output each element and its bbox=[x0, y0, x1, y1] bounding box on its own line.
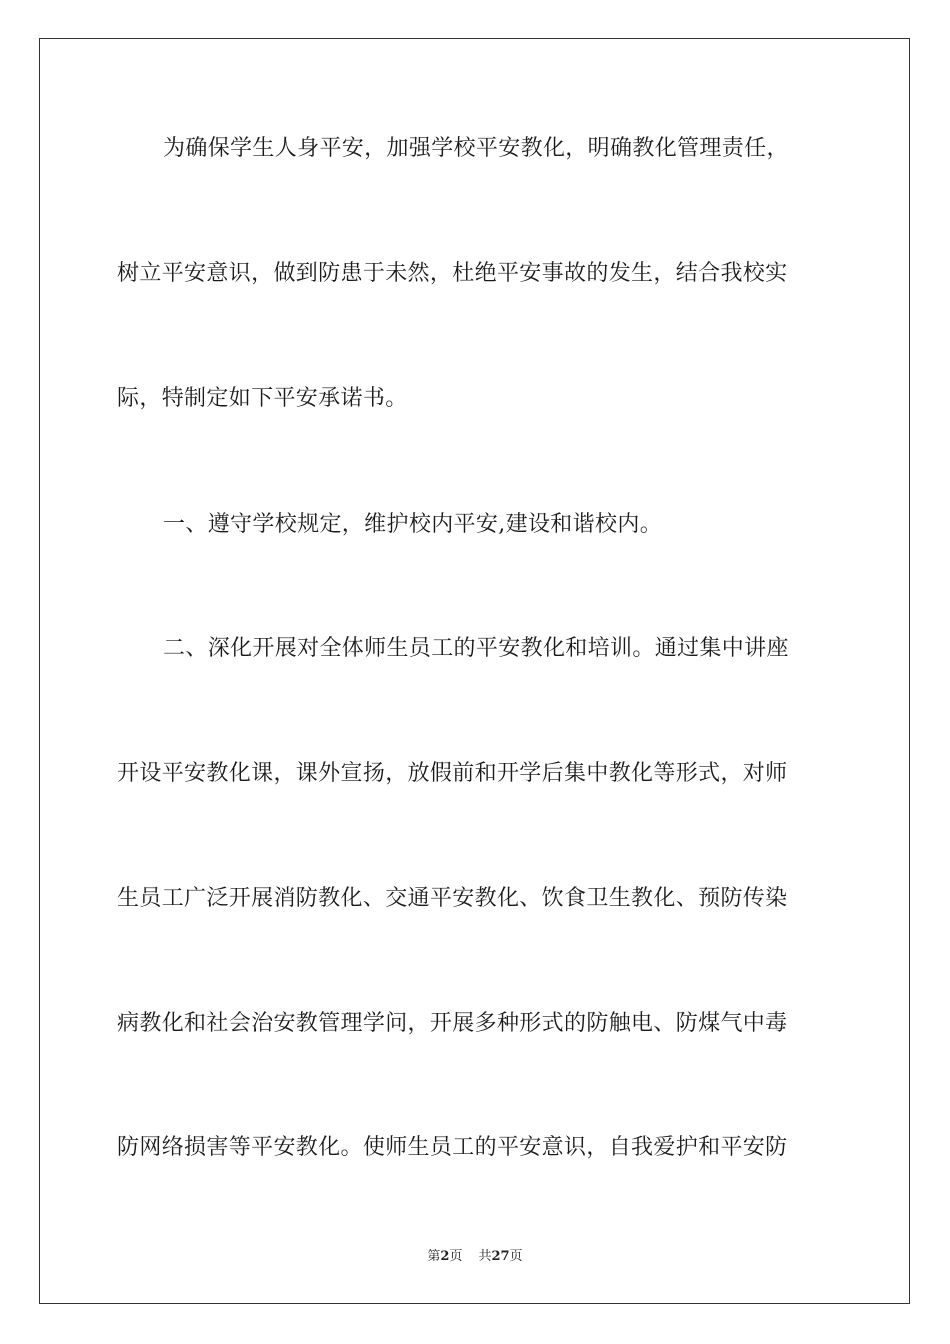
paragraph-line: 际，特制定如下平安承诺书。 bbox=[117, 386, 408, 411]
page-number: 2 bbox=[440, 1249, 450, 1264]
paragraph-line: 一、遵守学校规定，维护校内平安,建设和谐校内。 bbox=[163, 512, 663, 537]
total-suffix: 页 bbox=[509, 1249, 523, 1264]
total-pages: 27 bbox=[491, 1249, 510, 1264]
page-suffix: 页 bbox=[449, 1249, 463, 1264]
paragraph-line: 二、深化开展对全体师生员工的平安教化和培训。通过集中讲座 bbox=[163, 636, 789, 661]
page-prefix: 第 bbox=[427, 1249, 441, 1264]
page-footer bbox=[0, 1248, 950, 1266]
paragraph-line: 生员工广泛开展消防教化、交通平安教化、饮食卫生教化、预防传染 bbox=[117, 886, 788, 911]
total-prefix: 共 bbox=[478, 1249, 492, 1264]
paragraph-line: 防网络损害等平安教化。使师生员工的平安意识，自我爱护和平安防 bbox=[117, 1135, 788, 1160]
paragraph-line: 开设平安教化课，课外宣扬，放假前和开学后集中教化等形式，对师 bbox=[117, 761, 788, 786]
paragraph-line: 树立平安意识，做到防患于未然，杜绝平安事故的发生，结合我校实 bbox=[117, 261, 788, 286]
paragraph-line: 为确保学生人身平安，加强学校平安教化，明确教化管理责任， bbox=[163, 136, 789, 161]
paragraph-line: 病教化和社会治安教管理学问，开展多种形式的防触电、防煤气中毒 bbox=[117, 1011, 788, 1036]
page-border bbox=[39, 38, 910, 1304]
